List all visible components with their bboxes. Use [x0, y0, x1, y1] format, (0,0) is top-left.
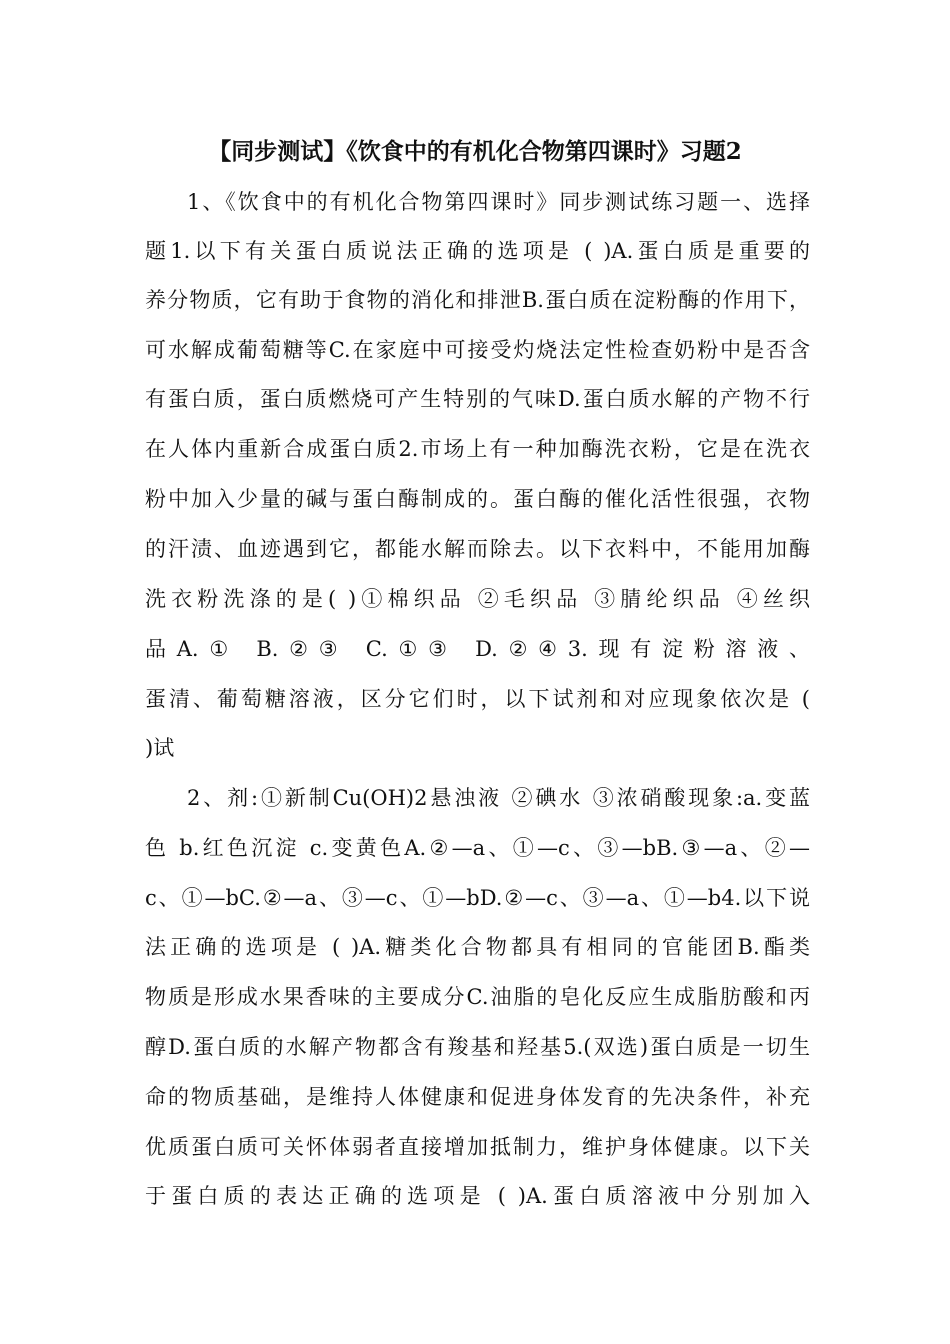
text-line: 优质蛋白质可关怀体弱者直接增加抵制力，维护身体健康。以下关: [145, 1135, 810, 1159]
text-line: 2、剂:①新制Cu(OH)2悬浊液 ②碘水 ③浓硝酸现象:a.变蓝: [187, 786, 810, 810]
text-line: 题1.以下有关蛋白质说法正确的选项是 ( )A.蛋白质是重要的: [145, 239, 810, 263]
text-line: 粉中加入少量的碱与蛋白酶制成的。蛋白酶的催化活性很强，衣物: [145, 487, 810, 511]
text-line: 法正确的选项是 ( )A.糖类化合物都具有相同的官能团B.酯类: [145, 935, 810, 959]
text-line: 在人体内重新合成蛋白质2.市场上有一种加酶洗衣粉，它是在洗衣: [145, 437, 810, 461]
text-line: 色 b.红色沉淀 c.变黄色A.②—a、①—c、③—bB.③—a、②—: [145, 836, 810, 860]
text-line: 蛋清、葡萄糖溶液，区分它们时，以下试剂和对应现象依次是 (: [145, 687, 810, 711]
text-line: 有蛋白质，蛋白质燃烧可产生特别的气味D.蛋白质水解的产物不行: [145, 387, 810, 411]
text-line: 养分物质，它有助于食物的消化和排泄B.蛋白质在淀粉酶的作用下，: [145, 288, 810, 312]
text-line: 1、《饮食中的有机化合物第四课时》同步测试练习题一、选择: [187, 190, 810, 214]
text-line: 品A.① B.②③ C.①③ D.②④3.现有淀粉溶液、: [145, 637, 810, 661]
text-line: 的汗渍、血迹遇到它，都能水解而除去。以下衣料中，不能用加酶: [145, 537, 810, 561]
text-line: 洗衣粉洗涤的是( )①棉织品 ②毛织品 ③腈纶织品 ④丝织: [145, 587, 810, 611]
text-line: 醇D.蛋白质的水解产物都含有羧基和羟基5.(双选)蛋白质是一切生: [145, 1035, 810, 1059]
text-line: 可水解成葡萄糖等C.在家庭中可接受灼烧法定性检查奶粉中是否含: [145, 338, 810, 362]
document-title: 【同步测试】《饮食中的有机化合物第四课时》习题2: [208, 138, 742, 165]
text-line: c、①—bC.②—a、③—c、①—bD.②—c、③—a、①—b4.以下说: [145, 886, 810, 910]
text-line: 命的物质基础，是维持人体健康和促进身体发育的先决条件，补充: [145, 1085, 810, 1109]
text-line: )试: [145, 736, 175, 760]
text-line: 于蛋白质的表达正确的选项是 ( )A.蛋白质溶液中分别加入: [145, 1184, 810, 1208]
text-line: 物质是形成水果香味的主要成分C.油脂的皂化反应生成脂肪酸和丙: [145, 985, 810, 1009]
